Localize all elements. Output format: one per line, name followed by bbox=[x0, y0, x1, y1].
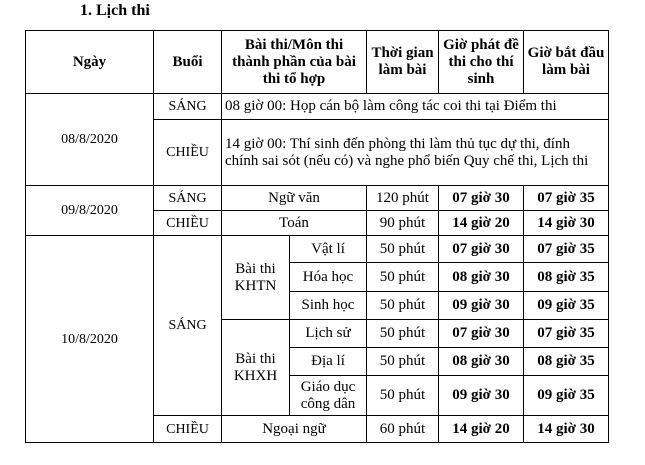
session-cell: CHIỀU bbox=[154, 416, 222, 443]
group-cell-khtn: Bài thi KHTN bbox=[222, 236, 290, 320]
header-distribute-time: Giờ phát đề thi cho thí sinh bbox=[439, 31, 524, 94]
duration-cell: 50 phút bbox=[367, 376, 439, 416]
schedule-note: 08 giờ 00: Họp cán bộ làm công tác coi thi tại Điểm thi bbox=[222, 94, 609, 120]
start-time-cell: 08 giờ 35 bbox=[524, 263, 609, 292]
date-cell: 09/8/2020 bbox=[26, 186, 154, 236]
date-cell: 10/8/2020 bbox=[26, 236, 154, 443]
subject-cell: Giáo dục công dân bbox=[290, 376, 367, 416]
session-cell: SÁNG bbox=[154, 186, 222, 211]
section-title: 1. Lịch thi bbox=[80, 2, 150, 19]
date-cell: 08/8/2020 bbox=[26, 94, 154, 186]
session-cell: SÁNG bbox=[154, 236, 222, 416]
subject-cell: Sinh học bbox=[290, 292, 367, 320]
subject-cell: Ngoại ngữ bbox=[222, 416, 367, 443]
distribute-time-cell: 14 giờ 20 bbox=[439, 416, 524, 443]
subject-cell: Ngữ văn bbox=[222, 186, 367, 211]
start-time-cell: 07 giờ 35 bbox=[524, 320, 609, 348]
subject-cell: Toán bbox=[222, 211, 367, 236]
subject-cell: Vật lí bbox=[290, 236, 367, 263]
duration-cell: 50 phút bbox=[367, 320, 439, 348]
distribute-time-cell: 08 giờ 30 bbox=[439, 348, 524, 376]
start-time-cell: 07 giờ 35 bbox=[524, 236, 609, 263]
subject-cell: Địa lí bbox=[290, 348, 367, 376]
table-row bbox=[26, 94, 609, 120]
duration-cell: 50 phút bbox=[367, 263, 439, 292]
duration-cell: 50 phút bbox=[367, 348, 439, 376]
header-duration: Thời gian làm bài bbox=[367, 31, 439, 94]
start-time-cell: 09 giờ 35 bbox=[524, 376, 609, 416]
group-cell-khxh: Bài thi KHXH bbox=[222, 320, 290, 416]
start-time-cell: 08 giờ 35 bbox=[524, 348, 609, 376]
start-time-cell: 14 giờ 30 bbox=[524, 416, 609, 443]
distribute-time-cell: 09 giờ 30 bbox=[439, 376, 524, 416]
duration-cell: 120 phút bbox=[367, 186, 439, 211]
duration-cell: 60 phút bbox=[367, 416, 439, 443]
header-row bbox=[26, 31, 609, 94]
start-time-cell: 09 giờ 35 bbox=[524, 292, 609, 320]
schedule-note: 14 giờ 00: Thí sinh đến phòng thi làm thủ tục dự thi, đính chính sai sót (nếu có) và nghe phổ biến Quy chế thi, Lịch thi bbox=[222, 120, 609, 186]
session-cell: CHIỀU bbox=[154, 211, 222, 236]
distribute-time-cell: 08 giờ 30 bbox=[439, 263, 524, 292]
duration-cell: 90 phút bbox=[367, 211, 439, 236]
distribute-time-cell: 14 giờ 20 bbox=[439, 211, 524, 236]
session-cell: SÁNG bbox=[154, 94, 222, 120]
table-row bbox=[26, 236, 609, 263]
distribute-time-cell: 07 giờ 30 bbox=[439, 320, 524, 348]
duration-cell: 50 phút bbox=[367, 292, 439, 320]
distribute-time-cell: 07 giờ 30 bbox=[439, 186, 524, 211]
subject-cell: Lịch sử bbox=[290, 320, 367, 348]
start-time-cell: 14 giờ 30 bbox=[524, 211, 609, 236]
exam-schedule-table bbox=[25, 30, 609, 443]
table-row bbox=[26, 186, 609, 211]
header-session: Buổi bbox=[154, 31, 222, 94]
header-subject: Bài thi/Môn thi thành phần của bài thi tổ hợp bbox=[222, 31, 367, 94]
session-cell: CHIỀU bbox=[154, 120, 222, 186]
header-start-time: Giờ bắt đầu làm bài bbox=[524, 31, 609, 94]
duration-cell: 50 phút bbox=[367, 236, 439, 263]
distribute-time-cell: 09 giờ 30 bbox=[439, 292, 524, 320]
distribute-time-cell: 07 giờ 30 bbox=[439, 236, 524, 263]
start-time-cell: 07 giờ 35 bbox=[524, 186, 609, 211]
header-date: Ngày bbox=[26, 31, 154, 94]
subject-cell: Hóa học bbox=[290, 263, 367, 292]
